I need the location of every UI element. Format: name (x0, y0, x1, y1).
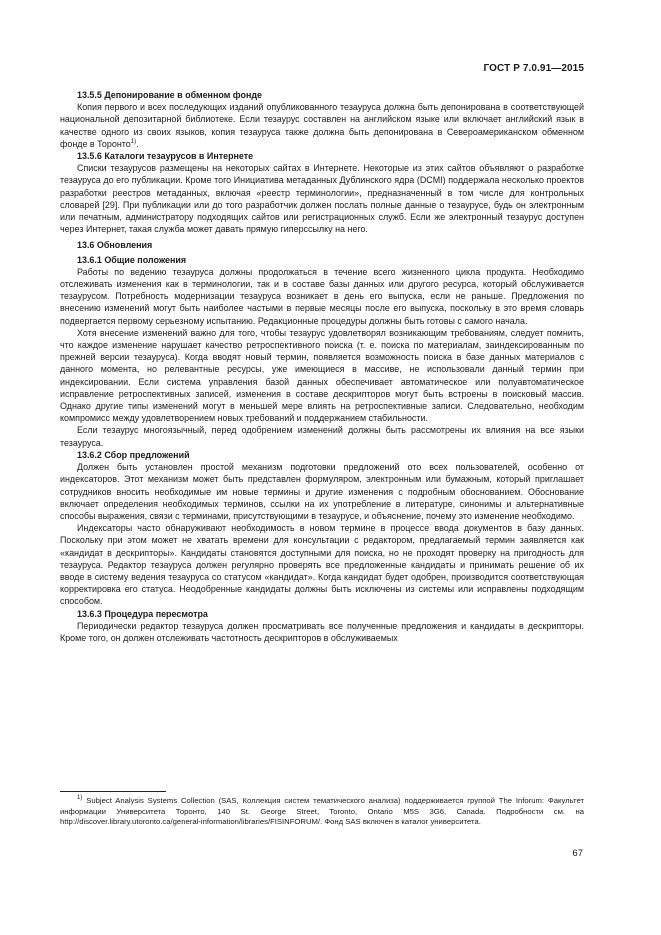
heading-13-6-2: 13.6.2 Сбор предложений (77, 449, 190, 460)
heading-13-5-6: 13.5.6 Каталоги тезаурусов в Интернете (77, 151, 254, 162)
footnote-reference[interactable]: 1) (130, 138, 137, 145)
paragraph-13-5-5 (60, 101, 584, 150)
heading-13-6-3: 13.6.3 Процедура пересмотра (77, 608, 208, 619)
paragraph-13-6-2-b: Индексаторы часто обнаруживают необходимость в новом термине в процессе ввода документов в базу данных. Поскольку при этом может не хватать времени для консультации с редактором, предлагаемый термин заявляется как «кандидат в дескрипторы». Кандидаты становятся доступными для поиска, но не проходят проверку на пригодность для тезауруса. Редактор тезауруса должен регулярно проверять все предложенные кандидаты и принимать решение об их вводе в систему ведения тезауруса со статусом «кандидат». Когда кандидат будет одобрен, производится соответствующая корректировка его статуса. Неодобренные кандидаты должны быть исключены из системы или исправлены подходящим способом. (60, 523, 584, 607)
footnote (60, 796, 584, 828)
paragraph-text: Копия первого и всех последующих изданий опубликованного тезауруса должна быть депонирована в соответствующей национальной депозитарной библиотеке. Если тезаурус составлен на английском языке или включает английский язык в качестве одного из своих языков, копия тезауруса также должна быть депонирована в Североамериканском обменном фонде в Торонто (60, 102, 584, 149)
paragraph-13-6-3: Периодически редактор тезауруса должен просматривать все полученные предложения и кандидаты в дескрипторы. Кроме того, он должен отслеживать частотность дескрипторов в обслуживаемых (60, 620, 584, 643)
paragraph-13-6-1-b: Хотя внесение изменений важно для того, чтобы тезаурус удовлетворял возникающим требованиям, следует помнить, что каждое изменение нарушает качество ретроспективного поиска (т. е. поиска по материалам, заиндексированным по прежней версии тезауруса). Когда вводят новый термин, появляется возможность поиска в базе данных материалов с данного момента, но релевантные ресурсы, уже имеющиеся в массиве, не использовали данный термин при индексировании. Если система управления базой данных обеспечивает автоматическое или полуавтоматическое исправление ретроспективных записей, изменения в составе дескрипторов могут быть встроены в поисковый массив. Однако другие типы изменений могут в меньшей мере влиять на ретроспективные записи. Следовательно, необходим компромисс между удовлетворением новых требований и поддержанием стабильности. (60, 327, 584, 424)
footnote-divider (60, 791, 166, 792)
heading-13-6-1: 13.6.1 Общие положения (77, 254, 187, 265)
paragraph-13-6-1-c: Если тезаурус многоязычный, перед одобрением изменений должны быть рассмотрены их влияния на все языки тезауруса. (60, 425, 584, 448)
page-body (60, 89, 584, 644)
document-standard-id: ГОСТ Р 7.0.91—2015 (483, 63, 584, 74)
page-number: 67 (572, 848, 583, 859)
heading-13-6: 13.6 Обновления (77, 240, 153, 251)
footnote-text (60, 796, 584, 828)
heading-13-5-5: 13.5.5 Депонирование в обменном фонде (77, 90, 262, 100)
paragraph-13-5-6: Списки тезаурусов размещены на некоторых сайтах в Интернете. Некоторые из этих сайтов объявляют о разработке тезауруса до его публикации. Кроме того Инициатива метаданных Дублинского ядра (DCMI) поддержала несколько проектов разработки реестров метаданных, включая «реестр терминологии», предназначенный в том числе для контрольных словарей [29]. При публикации или до того разработчик должен послать полные данные о тезаурусе, будь он электронным или печатным, администратору подходящих сайтов или регистрационных служб. Если же электронный тезаурус доступен через Интернет, такая служба может давать прямую гиперссылку на него. (60, 163, 584, 235)
footnote-body: Subject Analysis Systems Collection (SAS, Коллекция систем тематического анализа) поддерживается группой The Inforum: Факультет информации Университета Торонто, 140 St. George Street, Toronto, Ontario M5S 3G6, Canada. Подробности см. на http://discover.library.utoronto.ca/general-information/libraries/FISINFORUM/. Фонд SAS включен в каталог университета. (60, 796, 585, 827)
paragraph-13-6-1-a: Работы по ведению тезауруса должны продолжаться в течение всего жизненного цикла продукта. Необходимо отслеживать изменения как в терминологии, так и в составе базы данных или другого ресурса, который обслуживается тезаурусом. Потребность модернизации тезауруса возникает в день его выпуска, если не раньше. Предложения по внесению изменений могут быть наиболее частыми в первые месяцы после его выпуска, поскольку в это время словарь подвергается первому серьезному испытанию. Редакционные процедуры должны быть готовы с самого начала. (60, 266, 584, 326)
footnote-mark: 1) (77, 795, 83, 801)
paragraph-end: . (136, 138, 139, 149)
paragraph-13-6-2-a: Должен быть установлен простой механизм подготовки предложений ото всех пользователей, особенно от индексаторов. Этот механизм может быть представлен формуляром, электронным или бумажным, который приглашает сотрудников вносить необходимые им новые термины и другие изменения с подробным обоснованием. Обоснование включает определения необходимых терминов, ссылки на их употребление в литературе, синонимы и альтернативные способы выражения, связи с терминами, присутствующими в тезаурусе, и объяснение, почему это изменение необходимо. (60, 462, 584, 521)
